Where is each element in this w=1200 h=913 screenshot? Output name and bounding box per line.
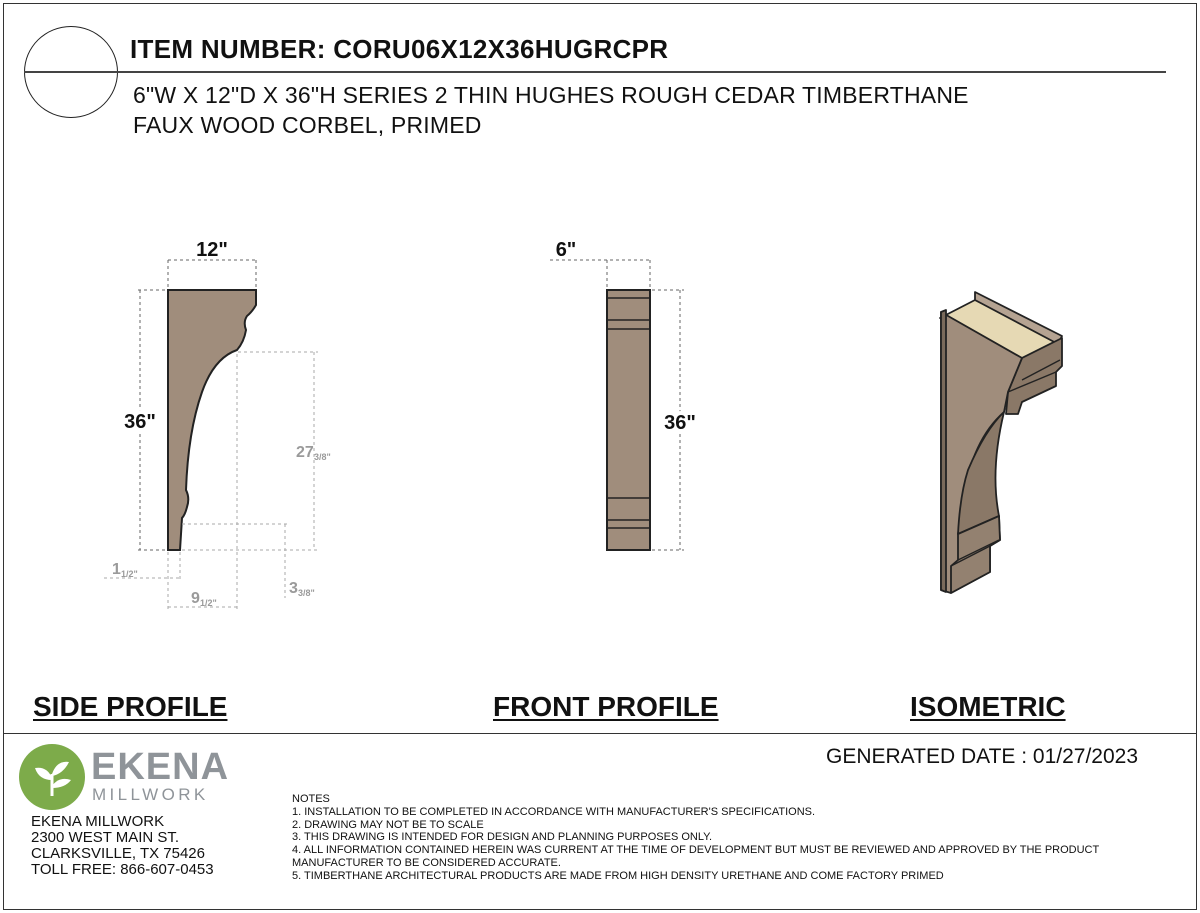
side-width-label: 12": [196, 239, 228, 261]
notes-title: NOTES: [292, 793, 330, 805]
side-bottom-left-fraction: 1/2": [121, 569, 138, 579]
note-item: 5. TIMBERTHANE ARCHITECTURAL PRODUCTS ARE MADE FROM HIGH DENSITY URETHANE AND COME FACTORY PRIMED: [292, 869, 944, 882]
company-city: CLARKSVILLE, TX 75426: [31, 845, 205, 862]
side-bottom-left-label: 1: [112, 561, 121, 578]
note-item: 4. ALL INFORMATION CONTAINED HEREIN WAS CURRENT AT THE TIME OF DEVELOPMENT BUT MUST BE REVIEWED AND APPROVED BY THE PRODUCT MANUFACTURER TO BE CONSIDERED ACCURATE.: [292, 844, 1100, 869]
side-profile-shape: [168, 290, 256, 550]
side-profile-drawing: [104, 239, 331, 610]
side-inner-height-label: 27: [296, 444, 314, 461]
company-phone: TOLL FREE: 866-607-0453: [31, 861, 214, 878]
note-item: 3. THIS DRAWING IS INTENDED FOR DESIGN AND PLANNING PURPOSES ONLY.: [292, 831, 713, 844]
side-bottom-width-label: 9: [191, 590, 200, 607]
side-height-label: 36": [124, 411, 156, 433]
isometric-label: ISOMETRIC: [910, 691, 1066, 722]
description-line-2: FAUX WOOD CORBEL, PRIMED: [133, 112, 482, 138]
front-width-label: 6": [555, 239, 577, 261]
generated-date: GENERATED DATE : 01/27/2023: [826, 745, 1139, 768]
notes-block: [292, 793, 1172, 883]
front-height-label: 36": [664, 412, 696, 434]
front-profile-drawing: [550, 239, 696, 550]
side-bottom-width-fraction: 1/2": [200, 598, 217, 608]
company-address: [31, 814, 214, 878]
side-inner-height-fraction: 3/8": [314, 452, 331, 462]
ekena-leaf-logo-icon: [19, 744, 85, 810]
front-profile-label: FRONT PROFILE: [493, 691, 719, 722]
item-number: ITEM NUMBER: CORU06X12X36HUGRCPR: [130, 34, 669, 64]
isometric-left-edge: [941, 310, 946, 592]
footer-divider: [3, 733, 1197, 734]
brand-subtitle: MILLWORK: [92, 785, 209, 804]
description-line-1: 6"W X 12"D X 36"H SERIES 2 THIN HUGHES ROUGH CEDAR TIMBERTHANE: [133, 82, 969, 108]
note-item: 1. INSTALLATION TO BE COMPLETED IN ACCORDANCE WITH MANUFACTURER'S SPECIFICATIONS.: [292, 805, 816, 818]
note-item: 2. DRAWING MAY NOT BE TO SCALE: [292, 818, 484, 831]
side-profile-label: SIDE PROFILE: [33, 691, 228, 722]
side-bottom-right-fraction: 3/8": [298, 588, 315, 598]
company-street: 2300 WEST MAIN ST.: [31, 829, 180, 846]
isometric-drawing: [940, 292, 1062, 593]
brand-name: EKENA: [91, 746, 230, 788]
side-bottom-right-label: 3: [289, 580, 298, 597]
company-name: EKENA MILLWORK: [31, 813, 165, 830]
